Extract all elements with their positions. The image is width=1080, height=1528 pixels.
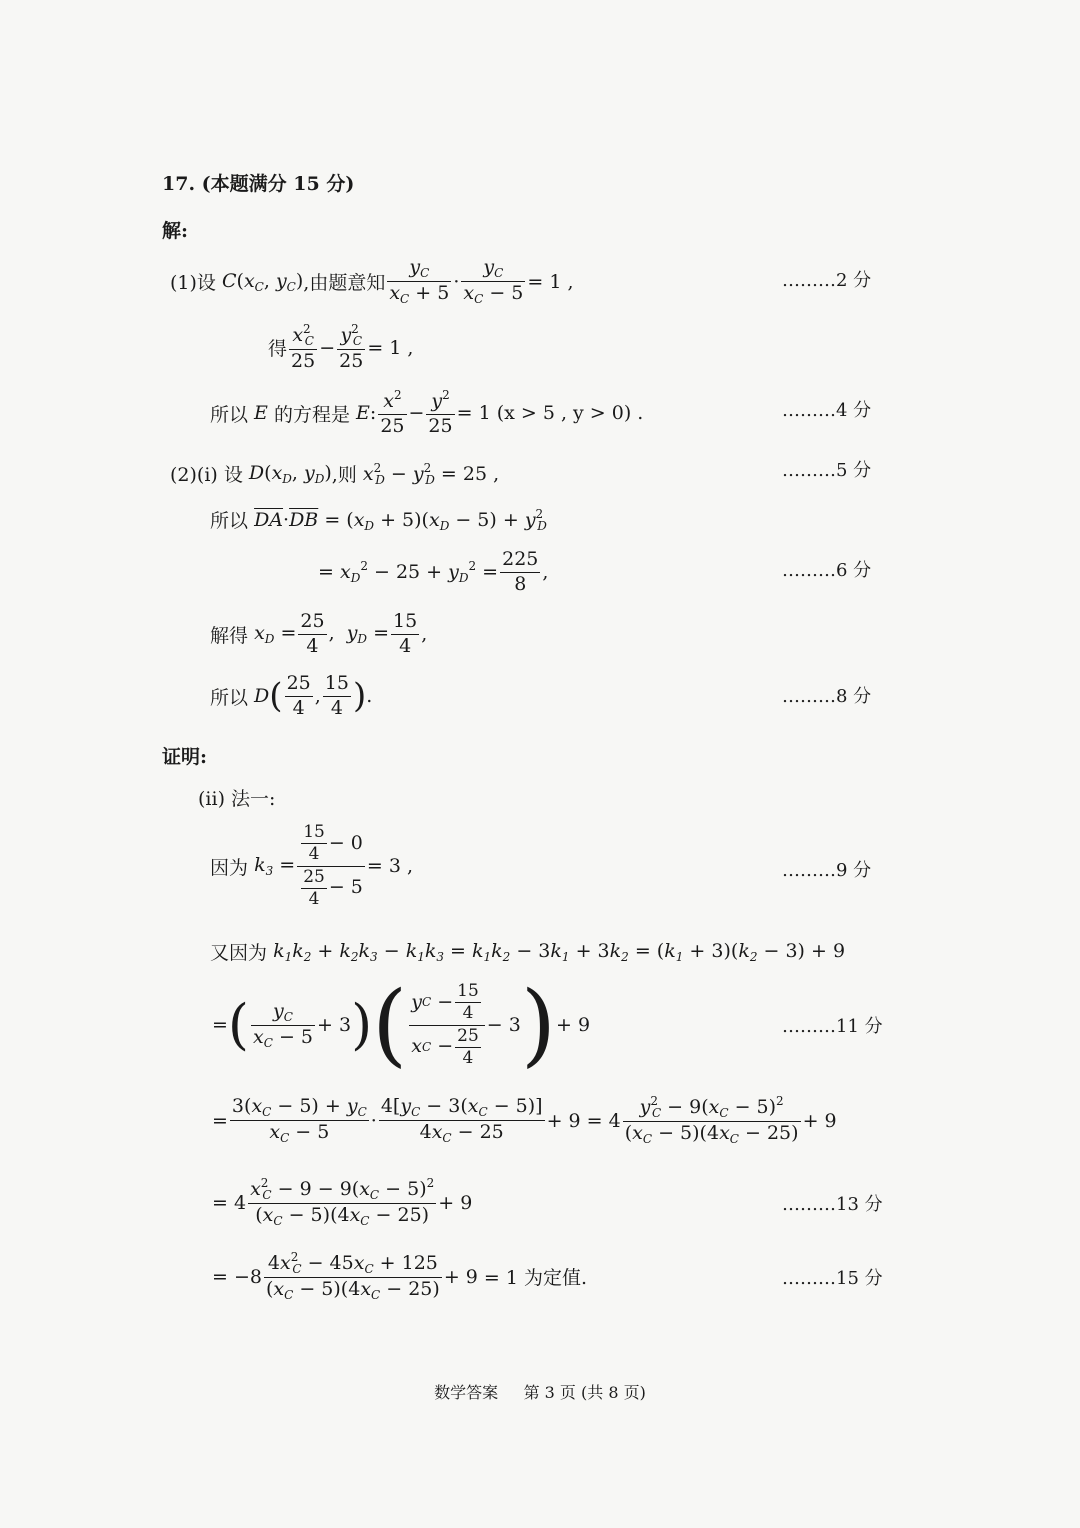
step-solve-D: 解得 $x_D$ = $\frac{25}{4}$ , $y_D$ = $\frac{15}{4}$ , [210,610,428,657]
step-part2-setup: (2)(i) 设 $D(x_D$, $y_D$) ,则 $x^2_D - y^2_D$ = 25 , [170,460,500,487]
score-mark: ………6 分 [782,560,872,581]
domain-condition: (x > 5 , y > 0) . [496,402,644,425]
problem-heading: 17. (本题满分 15 分) [162,173,355,195]
step-simplify-2: = 4 $\frac{x^2_C - 9 - 9(x_C - 5)^2}{(x_C - 5)(4x_C - 25)}$ + 9 [212,1176,473,1228]
proof-label: 证明: [162,746,208,768]
step-prefix: (1)设 [170,272,216,294]
solution-label: 解: [162,220,189,242]
step-prefix: 得 [268,338,288,361]
score-mark: ………5 分 [782,460,872,481]
step-prefix: 所以 [210,403,249,426]
score-mark: ………11 分 [782,1016,883,1037]
footer-subject: 数学答案 [434,1383,499,1402]
step-substitute: = ( $\frac{y_C}{x_C - 5}$ + 3 ) ( y C − $\frac{15}{4}$ x C − $\frac{25}{4}$ − 3 ) + 9 [212,972,591,1077]
page-footer [0,1380,1080,1403]
step-simplify: = $\frac{3(x_C - 5) + y_C}{x_C - 5}$ · $\frac{4[y_C - 3(x_C - 5)]}{4x_C - 25}$ + 9 = 4 $\frac{y^2_C - 9(x_C - 5)^2}{(x_C - 5)(4x_C - 25)}$ + 9 [212,1094,837,1146]
step-mid: 的方程是 [273,403,350,426]
score-mark: ………15 分 [782,1268,883,1289]
footer-page-number: 第 3 页 (共 8 页) [523,1383,646,1402]
step-final: = −8 $\frac{4x^2_C - 45x_C + 125}{(x_C - 5)(4x_C - 25)}$ + 9 = 1 为定值. [212,1250,588,1302]
step-point-D: 所以 D ( $\frac{25}{4}$ , $\frac{15}{4}$ ) . [210,672,373,719]
step-dot-product: 所以 $\overline{DA}\cdot\overline{DB} = (x_D + 5)(x_D - 5) + y^2_D$ [210,506,547,533]
method-label: (ii) 法一: [198,788,276,810]
score-mark: ………4 分 [782,400,872,421]
step-part1-setup: (1)设 $C(x_C$, $y_C$) ,由题意知 $\frac{y_C}{x_C + 5}$ · $\frac{y_C}{x_C - 5}$ = 1 , [170,256,574,306]
step-prefix: 又因为 [210,942,268,964]
step-mid: ,由题意知 [303,272,386,294]
step-equality: = 25 , [440,462,500,485]
step-derive-equation: 得 $\frac{x^2_C}{25}$ − $\frac{y^2_C}{25}$ = 1 , [268,322,414,372]
step-prefix: 因为 [210,856,249,879]
score-mark: ………2 分 [782,270,872,291]
step-expand-product: 又因为 $k_1k_2 + k_2k_3 - k_1k_3 = k_1k_2 - 3k_1 + 3k_2 = (k_1 + 3)(k_2 - 3) + 9$ [210,939,846,964]
step-mid: ,则 [331,464,357,486]
step-equation-E: 所以 E 的方程是 E : $\frac{x^2}{25}$ − $\frac{y^2}{25}$ = 1 (x > 5 , y > 0) . [210,388,644,437]
step-prefix: 所以 [210,686,249,709]
step-prefix: (2)(i) 设 [170,464,243,486]
step-dot-product-value: = $x_D^2 - 25 + y_D^2$ = $\frac{225}{8}$ , [318,548,549,595]
score-mark: ………13 分 [782,1194,883,1215]
step-prefix: 解得 [210,624,249,647]
step-prefix: 所以 [210,510,249,532]
final-conclusion: = 1 为定值. [483,1267,588,1289]
step-slope-k3: 因为 $k_3$ = $\frac{15}{4}$ − 0 $\frac{25}{4}$ − 5 = 3 , [210,822,414,909]
score-mark: ………8 分 [782,686,872,707]
score-mark: ………9 分 [782,860,872,881]
